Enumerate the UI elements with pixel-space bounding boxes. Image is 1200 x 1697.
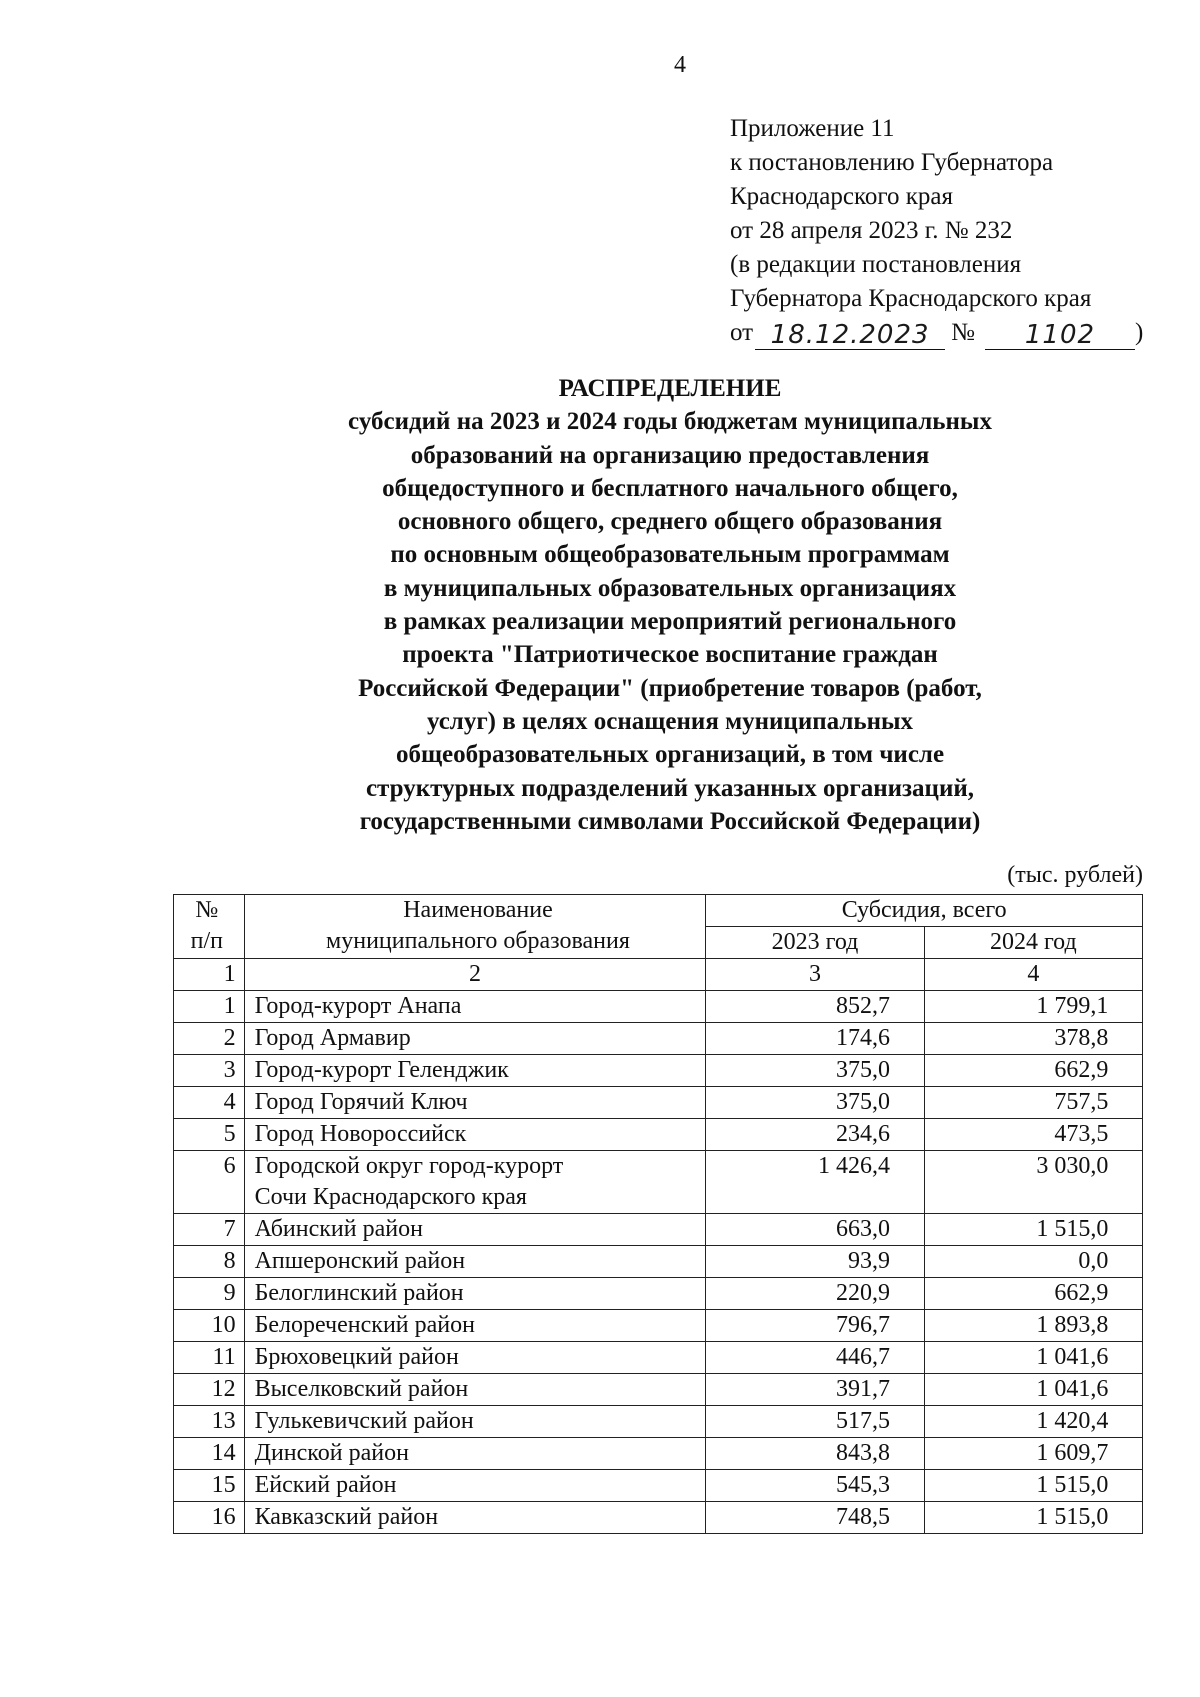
subsidy-2023-cell bbox=[706, 1023, 924, 1055]
title-line: государственными символами Российской Федерации) bbox=[359, 807, 981, 835]
municipality-name bbox=[244, 1310, 706, 1342]
title-line: образований на организацию предоставления bbox=[410, 441, 930, 469]
municipality-name-line: Белоглинский район bbox=[254, 1280, 464, 1306]
row-number: 1 bbox=[174, 991, 245, 1023]
municipality-name bbox=[244, 1151, 706, 1214]
table-row bbox=[174, 1055, 1143, 1087]
subsidy-2023-cell bbox=[706, 1246, 924, 1278]
row-number: 6 bbox=[174, 1151, 245, 1214]
subsidy-2024-cell bbox=[924, 1438, 1142, 1470]
table-row bbox=[174, 1151, 1143, 1214]
subsidy-2024: 1 420,4 bbox=[1036, 1408, 1109, 1434]
subsidy-2024: 1 515,0 bbox=[1036, 1472, 1109, 1498]
municipality-name bbox=[244, 1470, 706, 1502]
subsidy-2024-cell bbox=[924, 1246, 1142, 1278]
appendix-line: (в редакции постановления bbox=[730, 251, 1022, 278]
row-number: 14 bbox=[174, 1438, 245, 1470]
subsidy-2024: 662,9 bbox=[1054, 1280, 1109, 1306]
subsidy-2023: 391,7 bbox=[836, 1376, 890, 1402]
title-heading: РАСПРЕДЕЛЕНИЕ bbox=[558, 375, 782, 402]
title-line: Российской Федерации" (приобретение товаров (работ, bbox=[358, 674, 982, 702]
subsidy-2024-cell bbox=[924, 1406, 1142, 1438]
subsidy-2023-cell bbox=[706, 1406, 924, 1438]
number-label: № bbox=[951, 319, 975, 346]
subsidy-2024-cell bbox=[924, 991, 1142, 1023]
document-title bbox=[290, 372, 1050, 838]
municipality-name-line: Город Горячий Ключ bbox=[254, 1089, 468, 1115]
table-row bbox=[174, 1119, 1143, 1151]
col-index: 3 bbox=[706, 959, 924, 991]
subsidy-2024: 757,5 bbox=[1054, 1089, 1109, 1115]
units-label: (тыс. рублей) bbox=[1007, 862, 1143, 888]
row-number: 9 bbox=[174, 1278, 245, 1310]
municipality-name-line: Выселковский район bbox=[254, 1376, 469, 1402]
municipality-name-line: Город Армавир bbox=[254, 1025, 411, 1051]
subsidy-2024: 662,9 bbox=[1054, 1057, 1109, 1083]
title-line: основного общего, среднего общего образования bbox=[397, 508, 943, 536]
municipality-name bbox=[244, 1055, 706, 1087]
municipality-name bbox=[244, 1342, 706, 1374]
municipality-name bbox=[244, 1278, 706, 1310]
title-line: в рамках реализации мероприятий регионального bbox=[383, 608, 957, 636]
subsidy-2024: 1 799,1 bbox=[1036, 993, 1109, 1019]
municipality-name bbox=[244, 1406, 706, 1438]
subsidy-2023-cell bbox=[706, 1310, 924, 1342]
municipality-name-line: Городской округ город-курорт bbox=[254, 1153, 564, 1179]
municipality-name-line: Апшеронский район bbox=[254, 1248, 466, 1274]
title-line: услуг) в целях оснащения муниципальных bbox=[426, 707, 914, 735]
appendix-line: от 28 апреля 2023 г. № 232 bbox=[730, 217, 1013, 244]
table-row bbox=[174, 1214, 1143, 1246]
col-index: 1 bbox=[174, 959, 245, 991]
municipality-name-line: Сочи Краснодарского края bbox=[254, 1184, 527, 1210]
municipality-name bbox=[244, 1374, 706, 1406]
subsidy-2023-cell bbox=[706, 1087, 924, 1119]
appendix-line: Губернатора Краснодарского края bbox=[730, 285, 1092, 312]
municipality-name bbox=[244, 1023, 706, 1055]
subsidy-2024-cell bbox=[924, 1151, 1142, 1214]
title-line: проекта "Патриотическое воспитание граждан bbox=[402, 641, 938, 669]
subsidy-2023-cell bbox=[706, 1119, 924, 1151]
subsidy-2023: 663,0 bbox=[836, 1216, 890, 1242]
header-subsidy: Субсидия, всего bbox=[706, 895, 1143, 927]
municipality-name-line: Гулькевичский район bbox=[254, 1408, 474, 1434]
subsidy-2024-cell bbox=[924, 1310, 1142, 1342]
row-number: 11 bbox=[174, 1342, 245, 1374]
appendix-line: Краснодарского края bbox=[730, 183, 953, 210]
subsidy-2024: 1 609,7 bbox=[1036, 1440, 1109, 1466]
table-row bbox=[174, 1374, 1143, 1406]
subsidy-2023: 220,9 bbox=[836, 1280, 890, 1306]
subsidy-2023: 234,6 bbox=[836, 1121, 890, 1147]
subsidy-2023: 1 426,4 bbox=[818, 1153, 890, 1179]
amendment-date-line bbox=[730, 316, 1170, 350]
subsidy-2023-cell bbox=[706, 1278, 924, 1310]
row-number: 8 bbox=[174, 1246, 245, 1278]
table-row bbox=[174, 1502, 1143, 1534]
subsidy-2024-cell bbox=[924, 1087, 1142, 1119]
subsidy-2023: 796,7 bbox=[836, 1312, 890, 1338]
title-line: общедоступного и бесплатного начального общего, bbox=[382, 474, 958, 502]
subsidy-2024-cell bbox=[924, 1502, 1142, 1534]
subsidy-2023: 93,9 bbox=[848, 1248, 890, 1274]
column-index-row bbox=[174, 959, 1143, 991]
title-line: субсидий на 2023 и 2024 годы бюджетам муниципальных bbox=[348, 408, 992, 436]
municipality-name-line: Ейский район bbox=[254, 1472, 397, 1498]
page-number: 4 bbox=[674, 52, 686, 78]
distribution-table bbox=[173, 894, 1143, 1534]
municipality-name-line: Город-курорт Анапа bbox=[254, 993, 462, 1019]
subsidy-2024-cell bbox=[924, 1470, 1142, 1502]
subsidy-2023: 517,5 bbox=[836, 1408, 890, 1434]
row-number: 15 bbox=[174, 1470, 245, 1502]
subsidy-2023: 748,5 bbox=[836, 1504, 890, 1530]
appendix-line: Приложение 11 bbox=[730, 115, 895, 142]
subsidy-2024: 473,5 bbox=[1054, 1121, 1109, 1147]
subsidy-2024-cell bbox=[924, 1278, 1142, 1310]
subsidy-2024: 3 030,0 bbox=[1036, 1153, 1109, 1179]
row-number: 7 bbox=[174, 1214, 245, 1246]
subsidy-2023: 852,7 bbox=[836, 993, 890, 1019]
subsidy-2024: 1 515,0 bbox=[1036, 1216, 1109, 1242]
title-line: по основным общеобразовательным программам bbox=[390, 541, 950, 569]
table-row bbox=[174, 1023, 1143, 1055]
table-row bbox=[174, 1438, 1143, 1470]
subsidy-2023-cell bbox=[706, 1055, 924, 1087]
appendix-line: к постановлению Губернатора bbox=[730, 149, 1054, 176]
municipality-name bbox=[244, 1214, 706, 1246]
municipality-name bbox=[244, 1246, 706, 1278]
subsidy-2023: 174,6 bbox=[836, 1025, 890, 1051]
subsidy-2023: 375,0 bbox=[836, 1089, 890, 1115]
row-number: 13 bbox=[174, 1406, 245, 1438]
from-label: от bbox=[730, 319, 754, 346]
subsidy-2023-cell bbox=[706, 1470, 924, 1502]
subsidy-2024: 1 515,0 bbox=[1036, 1504, 1109, 1530]
municipality-name-line: Город-курорт Геленджик bbox=[254, 1057, 509, 1083]
subsidy-2024: 0,0 bbox=[1078, 1248, 1109, 1274]
row-number: 4 bbox=[174, 1087, 245, 1119]
table-row bbox=[174, 1087, 1143, 1119]
handwritten-number: 1102 bbox=[985, 321, 1135, 350]
subsidy-2023-cell bbox=[706, 991, 924, 1023]
title-line: общеобразовательных организаций, в том числе bbox=[395, 741, 945, 769]
subsidy-2023-cell bbox=[706, 1214, 924, 1246]
subsidy-2023-cell bbox=[706, 1342, 924, 1374]
municipality-name-line: Брюховецкий район bbox=[254, 1344, 459, 1370]
row-number: 5 bbox=[174, 1119, 245, 1151]
col-index: 2 bbox=[244, 959, 706, 991]
appendix-block bbox=[730, 112, 1170, 350]
table-row bbox=[174, 1246, 1143, 1278]
subsidy-2024-cell bbox=[924, 1023, 1142, 1055]
municipality-name-line: Абинский район bbox=[254, 1216, 423, 1242]
row-number: 3 bbox=[174, 1055, 245, 1087]
municipality-name bbox=[244, 1502, 706, 1534]
subsidy-2024: 1 041,6 bbox=[1036, 1344, 1109, 1370]
municipality-name-line: Кавказский район bbox=[254, 1504, 439, 1530]
closing-paren: ) bbox=[1134, 319, 1144, 346]
subsidy-2024: 1 893,8 bbox=[1036, 1312, 1109, 1338]
row-number: 16 bbox=[174, 1502, 245, 1534]
row-number: 12 bbox=[174, 1374, 245, 1406]
subsidy-2024: 378,8 bbox=[1054, 1025, 1109, 1051]
subsidy-2023: 545,3 bbox=[836, 1472, 890, 1498]
table-row bbox=[174, 1342, 1143, 1374]
row-number: 2 bbox=[174, 1023, 245, 1055]
subsidy-2024-cell bbox=[924, 1214, 1142, 1246]
subsidy-2023-cell bbox=[706, 1151, 924, 1214]
subsidy-2024-cell bbox=[924, 1119, 1142, 1151]
title-line: в муниципальных образовательных организациях bbox=[383, 574, 957, 602]
table-row bbox=[174, 991, 1143, 1023]
header-year-2024: 2024 год bbox=[924, 927, 1142, 959]
subsidy-2024-cell bbox=[924, 1055, 1142, 1087]
table-row bbox=[174, 1278, 1143, 1310]
subsidy-2023-cell bbox=[706, 1374, 924, 1406]
municipality-name bbox=[244, 1438, 706, 1470]
header-num: № п/п bbox=[174, 895, 245, 959]
col-index: 4 bbox=[924, 959, 1142, 991]
subsidy-2023: 843,8 bbox=[836, 1440, 890, 1466]
table-row bbox=[174, 1470, 1143, 1502]
municipality-name-line: Город Новороссийск bbox=[254, 1121, 467, 1147]
subsidy-2023-cell bbox=[706, 1502, 924, 1534]
header-name: Наименование муниципального образования bbox=[244, 895, 706, 959]
handwritten-date: 18.12.2023 bbox=[755, 321, 945, 350]
subsidy-2023-cell bbox=[706, 1438, 924, 1470]
municipality-name-line: Белореченский район bbox=[254, 1312, 475, 1338]
municipality-name bbox=[244, 991, 706, 1023]
subsidy-2023: 446,7 bbox=[836, 1344, 890, 1370]
subsidy-2024: 1 041,6 bbox=[1036, 1376, 1109, 1402]
municipality-name bbox=[244, 1119, 706, 1151]
title-line: структурных подразделений указанных организаций, bbox=[365, 774, 975, 802]
subsidy-2024-cell bbox=[924, 1342, 1142, 1374]
municipality-name bbox=[244, 1087, 706, 1119]
table-row bbox=[174, 1310, 1143, 1342]
subsidy-2024-cell bbox=[924, 1374, 1142, 1406]
row-number: 10 bbox=[174, 1310, 245, 1342]
municipality-name-line: Динской район bbox=[254, 1440, 409, 1466]
table-row bbox=[174, 1406, 1143, 1438]
table-header-row bbox=[174, 895, 1143, 927]
subsidy-2023: 375,0 bbox=[836, 1057, 890, 1083]
header-year-2023: 2023 год bbox=[706, 927, 924, 959]
